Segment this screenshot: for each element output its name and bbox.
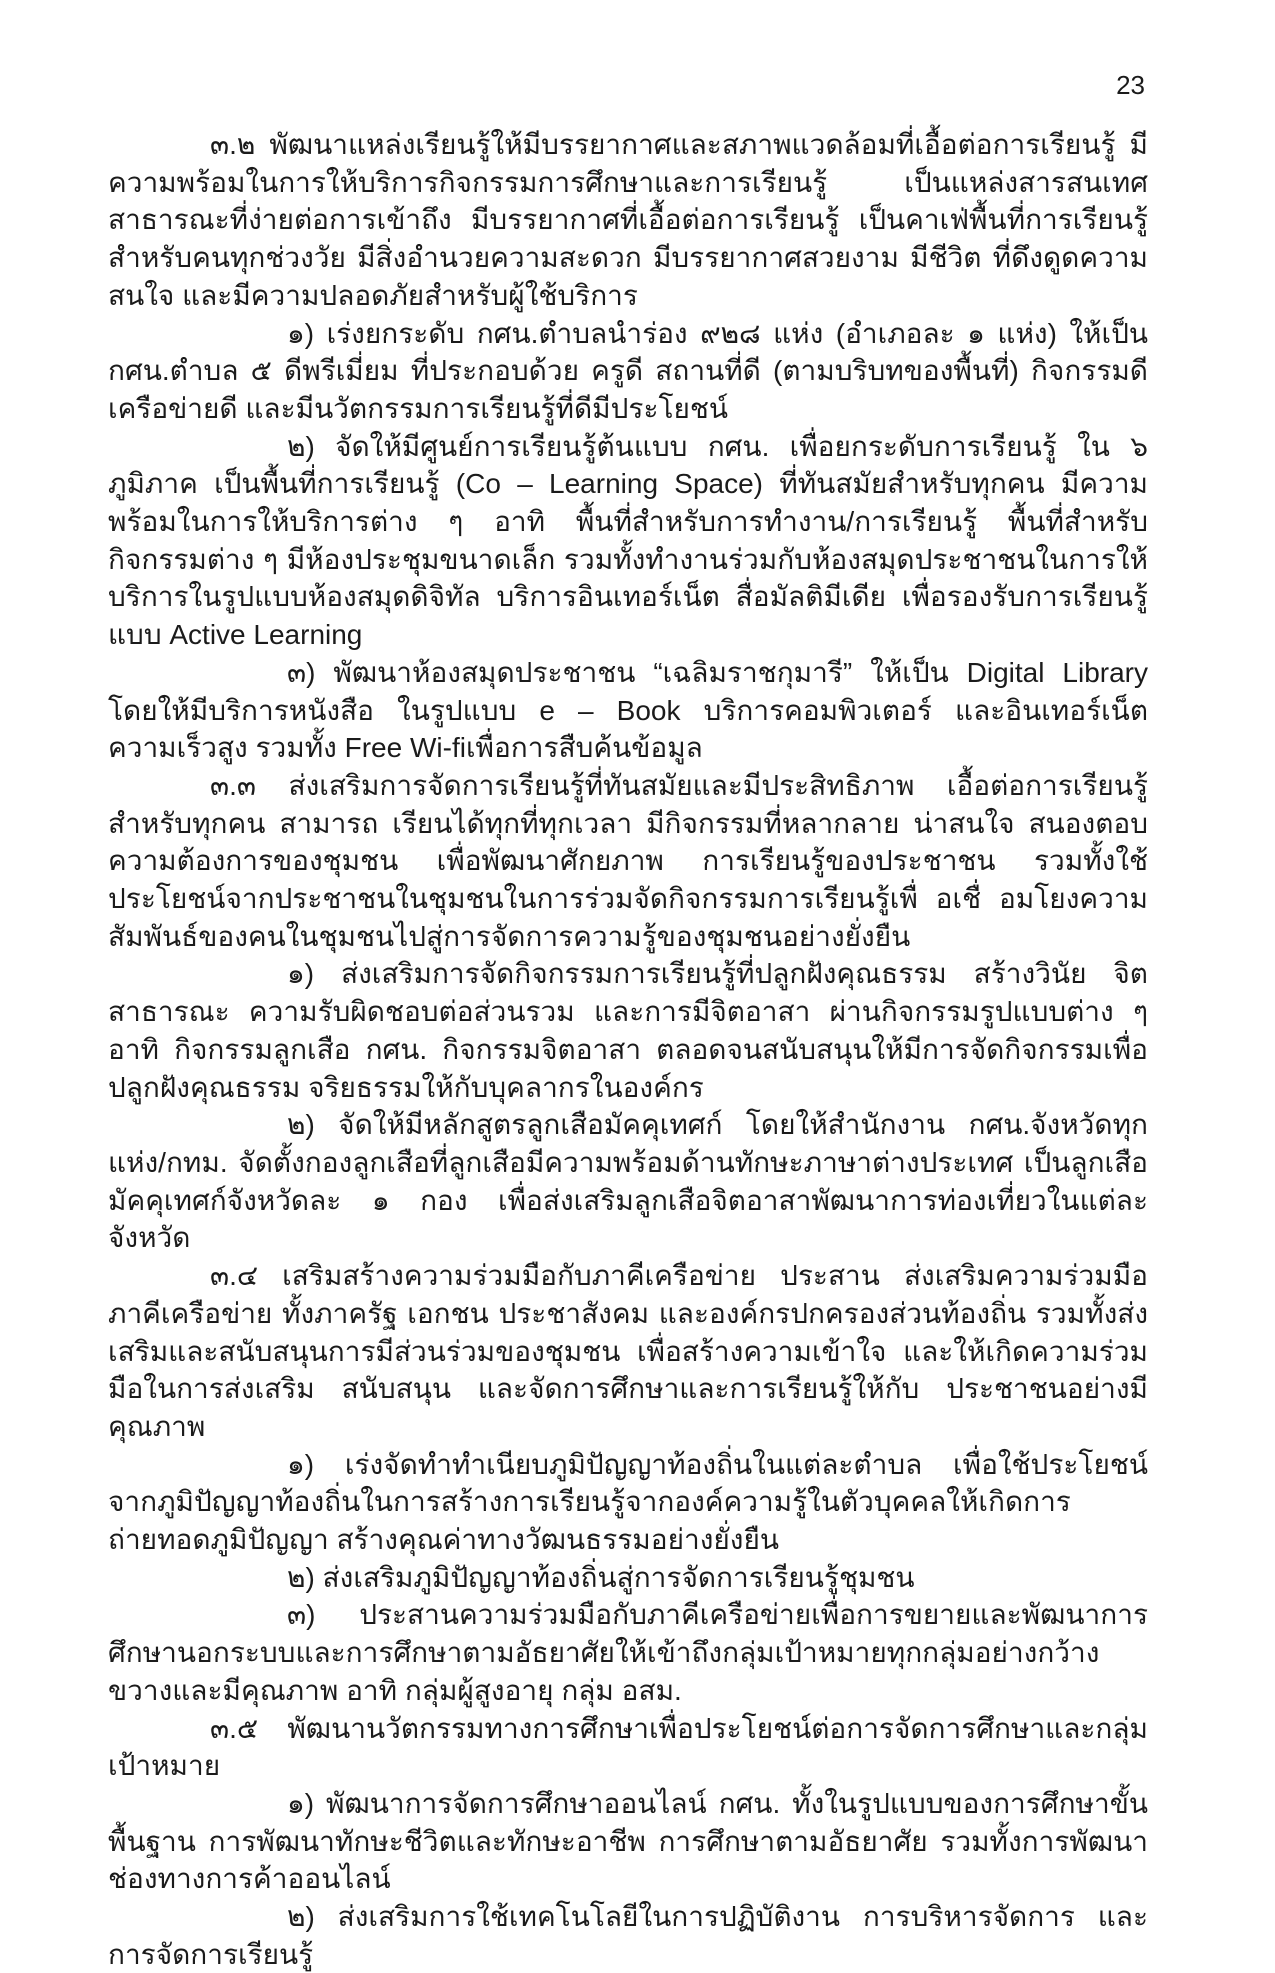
paragraph: ๑) พัฒนาการจัดการศึกษาออนไลน์ กศน. ทั้งในรูปแบบของการศึกษาขั้นพื้นฐาน การพัฒนาทักษะชีวิตและทักษะอาชีพ การศึกษาตามอัธยาศัย รวมทั้งการพัฒนาช่องทางการค้าออนไลน์: [108, 1787, 1148, 1895]
paragraph: ๓.๔ เสริมสร้างความร่วมมือกับภาคีเครือข่าย ประสาน ส่งเสริมความร่วมมือภาคีเครือข่าย ทั้งภาครัฐ เอกชน ประชาสังคม และองค์กรปกครองส่วนท้องถิ่น รวมทั้งส่งเสริมและสนับสนุนการมีส่วนร่วมของชุมชน เพื่อสร้างความเข้าใจ และให้เกิดความร่วมมือในการส่งเสริม สนับสนุน และจัดการศึกษาและการเรียนรู้ให้กับ ประชาชนอย่างมีคุณภาพ: [108, 1260, 1148, 1442]
paragraph: ๑) ส่งเสริมการจัดกิจกรรมการเรียนรู้ที่ปลูกฝังคุณธรรม สร้างวินัย จิตสาธารณะ ความรับผิดชอบต่อส่วนรวม และการมีจิตอาสา ผ่านกิจกรรมรูปแบบต่าง ๆ อาทิ กิจกรรมลูกเสือ กศน. กิจกรรมจิตอาสา ตลอดจนสนับสนุนให้มีการจัดกิจกรรมเพื่อปลูกฝังคุณธรรม จริยธรรมให้กับบุคลากรในองค์กร: [108, 958, 1148, 1103]
paragraph: ๓.๕ พัฒนานวัตกรรมทางการศึกษาเพื่อประโยชน์ต่อการจัดการศึกษาและกลุ่มเป้าหมาย: [108, 1712, 1148, 1782]
paragraph: ๒) จัดให้มีหลักสูตรลูกเสือมัคคุเทศก์ โดยให้สำนักงาน กศน.จังหวัดทุกแห่ง/กทม. จัดตั้งกองลูกเสือที่ลูกเสือมีความพร้อมด้านทักษะภาษาต่างประเทศ เป็นลูกเสือมัคคุเทศก์จังหวัดละ ๑ กอง เพื่อส่งเสริมลูกเสือจิตอาสาพัฒนาการท่องเที่ยวในแต่ละจังหวัด: [108, 1109, 1148, 1254]
document-body: [108, 126, 1148, 1973]
paragraph: ๒) ส่งเสริมภูมิปัญญาท้องถิ่นสู่การจัดการเรียนรู้ชุมชน: [287, 1561, 915, 1593]
paragraph: ๑) เร่งยกระดับ กศน.ตำบลนำร่อง ๙๒๘ แห่ง (อำเภอละ ๑ แห่ง) ให้เป็น กศน.ตำบล ๕ ดีพรีเมี่ยม ที่ประกอบด้วย ครูดี สถานที่ดี (ตามบริบทของพื้นที่) กิจกรรมดี เครือข่ายดี และมีนวัตกรรมการเรียนรู้ที่ดีมีประโยชน์: [108, 317, 1148, 424]
paragraph: ๒) จัดให้มีศูนย์การเรียนรู้ต้นแบบ กศน. เพื่อยกระดับการเรียนรู้ ใน ๖ ภูมิภาค เป็นพื้นที่การเรียนรู้ (Co – Learning Space) ที่ทันสมัยสำหรับทุกคน มีความพร้อมในการให้บริการต่าง ๆ อาทิ พื้นที่สำหรับการทำงาน/การเรียนรู้ พื้นที่สำหรับกิจกรรมต่าง ๆ มีห้องประชุมขนาดเล็ก รวมทั้งทำงานร่วมกับห้องสมุดประชาชนในการให้บริการในรูปแบบห้องสมุดดิจิทัล บริการอินเทอร์เน็ต สื่อมัลติมีเดีย เพื่อรองรับการเรียนรู้แบบ Active Learning: [108, 430, 1148, 651]
paragraph: ๑) เร่งจัดทำทำเนียบภูมิปัญญาท้องถิ่นในแต่ละตำบล เพื่อใช้ประโยชน์จากภูมิปัญญาท้องถิ่นในการสร้างการเรียนรู้จากองค์ความรู้ในตัวบุคคลให้เกิดการถ่ายทอดภูมิปัญญา สร้างคุณค่าทางวัฒนธรรมอย่างยั่งยืน: [108, 1448, 1148, 1556]
paragraph: ๓.๒ พัฒนาแหล่งเรียนรู้ให้มีบรรยากาศและสภาพแวดล้อมที่เอื้อต่อการเรียนรู้ มีความพร้อมในการให้บริการกิจกรรมการศึกษาและการเรียนรู้ เป็นแหล่งสารสนเทศสาธารณะที่ง่ายต่อการเข้าถึง มีบรรยากาศที่เอื้อต่อการเรียนรู้ เป็นคาเฟ่พื้นที่การเรียนรู้สำหรับคนทุกช่วงวัย มีสิ่งอำนวยความสะดวก มีบรรยากาศสวยงาม มีชีวิต ที่ดึงดูดความสนใจ และมีความปลอดภัยสำหรับผู้ใช้บริการ: [108, 129, 1148, 311]
paragraph: ๓) พัฒนาห้องสมุดประชาชน “เฉลิมราชกุมารี” ให้เป็น Digital Library โดยให้มีบริการหนังสือ ในรูปแบบ e – Book บริการคอมพิวเตอร์ และอินเทอร์เน็ตความเร็วสูง รวมทั้ง Free Wi-fiเพื่อการสืบค้นข้อมูล: [108, 656, 1148, 764]
paragraph: ๓.๓ ส่งเสริมการจัดการเรียนรู้ที่ทันสมัยและมีประสิทธิภาพ เอื้อต่อการเรียนรู้สำหรับทุกคน สามารถ เรียนได้ทุกที่ทุกเวลา มีกิจกรรมที่หลากลาย น่าสนใจ สนองตอบความต้องการของชุมชน เพื่อพัฒนาศักยภาพ การเรียนรู้ของประชาชน รวมทั้งใช้ประโยชน์จากประชาชนในชุมชนในการร่วมจัดกิจกรรมการเรียนรู้เพื่ อเชื่ อมโยงความสัมพันธ์ของคนในชุมชนไปสู่การจัดการความรู้ของชุมชนอย่างยั่งยืน: [108, 769, 1148, 952]
paragraph: ๓) ประสานความร่วมมือกับภาคีเครือข่ายเพื่อการขยายและพัฒนาการศึกษานอกระบบและการศึกษาตามอัธยาศัยให้เข้าถึงกลุ่มเป้าหมายทุกกลุ่มอย่างกว้างขวางและมีคุณภาพ อาทิ กลุ่มผู้สูงอายุ กลุ่ม อสม.: [108, 1599, 1148, 1706]
paragraph: ๒) ส่งเสริมการใช้เทคโนโลยีในการปฏิบัติงาน การบริหารจัดการ และการจัดการเรียนรู้: [108, 1901, 1148, 1970]
page-number: 23: [1116, 70, 1145, 100]
